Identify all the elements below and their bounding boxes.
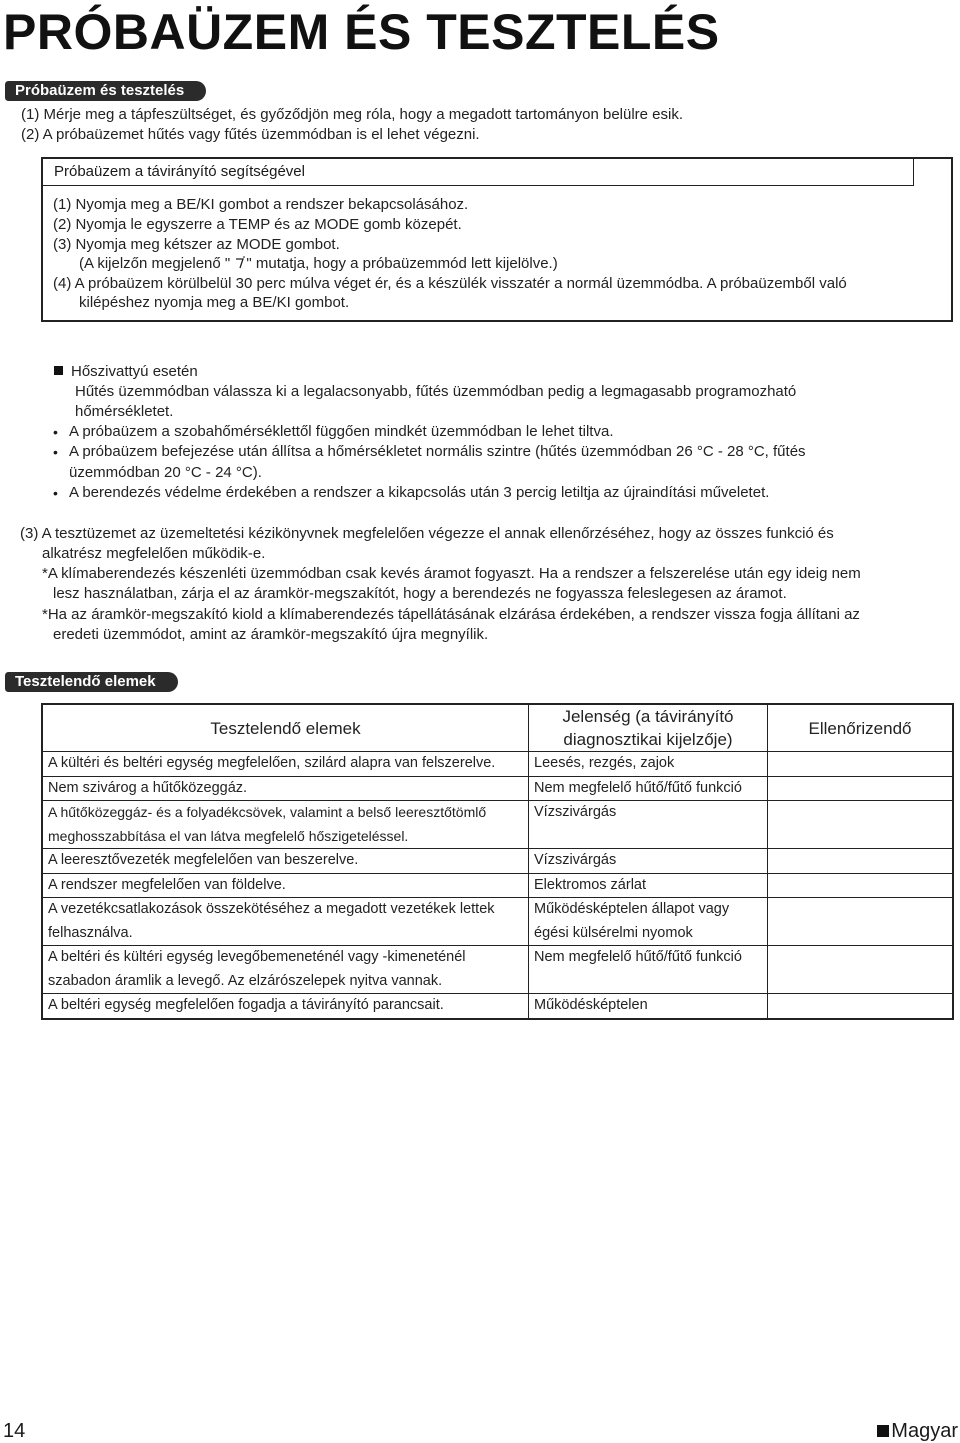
cell-check[interactable] bbox=[768, 752, 954, 777]
cell-symptom: Vízszivárgás bbox=[529, 801, 768, 849]
cell-item: A beltéri egység megfelelően fogadja a távirányító parancsait. bbox=[42, 994, 529, 1019]
table-row bbox=[42, 776, 953, 801]
cell-item: A kültéri és beltéri egység megfelelően, szilárd alapra van felszerelve. bbox=[42, 752, 529, 777]
cell-item: Nem szivárog a hűtőközeggáz. bbox=[42, 776, 529, 801]
heatpump-title-text: Hőszivattyú esetén bbox=[71, 363, 198, 380]
cell-check[interactable] bbox=[768, 849, 954, 874]
column-header-symptom: Jelenség (a távirányító diagnosztikai kijelzője) bbox=[529, 704, 768, 752]
table-row bbox=[42, 801, 953, 849]
table-row bbox=[42, 898, 953, 946]
bullet-dot-icon: • bbox=[53, 424, 58, 440]
cell-symptom: Nem megfelelő hűtő/fűtő funkció bbox=[529, 946, 768, 994]
language-text: Magyar bbox=[891, 1420, 958, 1442]
page-title: PRÓBAÜZEM ÉS TESZTELÉS bbox=[3, 4, 720, 60]
heatpump-line-2: hőmérsékletet. bbox=[75, 403, 174, 420]
language-label bbox=[877, 1419, 958, 1443]
step3-note-1-cont: lesz használatban, zárja el az áramkör-megszakítót, hogy a berendezés ne fogyassza feleslegesen az áramot. bbox=[53, 585, 787, 602]
remote-test-box-title: Próbaüzem a távirányító segítségével bbox=[54, 163, 305, 180]
bullet-dot-icon: • bbox=[53, 485, 58, 501]
cell-item: A beltéri és kültéri egység levegőbemeneténél vagy -kimeneténél szabadon áramlik a levegő. Az elzárószelepek nyitva vannak. bbox=[42, 946, 529, 994]
step3-note-2-cont: eredeti üzemmódot, amint az áramkör-megszakító újra megnyílik. bbox=[53, 626, 489, 643]
section-heading-test-items: Tesztelendő elemek bbox=[5, 672, 178, 692]
cell-check[interactable] bbox=[768, 801, 954, 849]
column-header-items: Tesztelendő elemek bbox=[42, 704, 529, 752]
heatpump-bullet-3: A berendezés védelme érdekében a rendszer a kikapcsolás után 3 percig letiltja az újraindítási műveletet. bbox=[69, 484, 770, 501]
step3-note-2: *Ha az áramkör-megszakító kiold a klímaberendezés tápellátásának elzárása érdekében, a rendszer vissza fogja állítani az bbox=[42, 606, 860, 623]
table-row bbox=[42, 752, 953, 777]
test-items-table bbox=[41, 703, 954, 1020]
cell-symptom: Működésképtelen állapot vagy égési külsérelmi nyomok bbox=[529, 898, 768, 946]
remote-step-3: (3) Nyomja meg kétszer az MODE gombot. bbox=[53, 236, 340, 253]
step3-line-1: (3) A tesztüzemet az üzemeltetési kézikönyvnek megfelelően végezze el annak ellenőrzéséhez, hogy az összes funkció és bbox=[20, 525, 834, 542]
remote-test-box-header bbox=[43, 159, 914, 186]
cell-symptom: Működésképtelen bbox=[529, 994, 768, 1019]
page-number: 14 bbox=[3, 1420, 26, 1442]
step3-line-2: alkatrész megfelelően működik-e. bbox=[42, 545, 266, 562]
cell-check[interactable] bbox=[768, 994, 954, 1019]
table-header-row bbox=[42, 704, 953, 752]
heatpump-line-1: Hűtés üzemmódban válassza ki a legalacsonyabb, fűtés üzemmódban pedig a legmagasabb programozható bbox=[75, 383, 797, 400]
cell-item: A rendszer megfelelően van földelve. bbox=[42, 873, 529, 898]
cell-check[interactable] bbox=[768, 898, 954, 946]
cell-check[interactable] bbox=[768, 873, 954, 898]
heatpump-bullet-2-cont: üzemmódban 20 °C - 24 °C). bbox=[69, 464, 262, 481]
cell-symptom: Elektromos zárlat bbox=[529, 873, 768, 898]
cell-item: A hűtőközeggáz- és a folyadékcsövek, valamint a belső leeresztőtömlő meghosszabbítása el van látva megfelelő hőszigeteléssel. bbox=[42, 801, 529, 849]
table-row bbox=[42, 873, 953, 898]
remote-step-3-note-a: (A kijelzőn megjelenő " bbox=[79, 255, 235, 272]
square-bullet-icon bbox=[877, 1425, 889, 1437]
cell-item: A leeresztővezeték megfelelően van beszerelve. bbox=[42, 849, 529, 874]
table-row bbox=[42, 994, 953, 1019]
section-heading-test-run: Próbaüzem és tesztelés bbox=[5, 81, 206, 101]
cell-symptom: Nem megfelelő hűtő/fűtő funkció bbox=[529, 776, 768, 801]
remote-step-2: (2) Nyomja le egyszerre a TEMP és az MODE gomb közepét. bbox=[53, 216, 462, 233]
step3-note-1: *A klímaberendezés készenléti üzemmódban csak kevés áramot fogyaszt. Ha a rendszer a felszerelése után egy ideig nem bbox=[42, 565, 861, 582]
remote-step-3-note bbox=[79, 254, 558, 274]
heatpump-bullet-1: A próbaüzem a szobahőmérséklettől függően mindkét üzemmódban le lehet tiltva. bbox=[69, 423, 614, 440]
heatpump-bullet-2: A próbaüzem befejezése után állítsa a hőmérsékletet normális szintre (hűtés üzemmódban 26 °C - 28 °C, fűtés bbox=[69, 443, 806, 460]
remote-step-4-cont: kilépéshez nyomja meg a BE/KI gombot. bbox=[79, 294, 350, 311]
remote-step-3-note-b: " mutatja, hogy a próbaüzemmód lett kijelölve.) bbox=[246, 255, 558, 272]
heatpump-title bbox=[54, 362, 198, 382]
cell-symptom: Vízszivárgás bbox=[529, 849, 768, 874]
cell-symptom: Leesés, rezgés, zajok bbox=[529, 752, 768, 777]
intro-line-1: (1) Mérje meg a tápfeszültséget, és győződjön meg róla, hogy a megadott tartományon belülre esik. bbox=[21, 106, 684, 123]
cell-item: A vezetékcsatlakozások összekötéséhez a megadott vezetékek lettek felhasználva. bbox=[42, 898, 529, 946]
remote-step-1: (1) Nyomja meg a BE/KI gombot a rendszer bekapcsolásához. bbox=[53, 196, 469, 213]
test-mode-display-icon bbox=[234, 256, 246, 270]
cell-check[interactable] bbox=[768, 946, 954, 994]
square-bullet-icon bbox=[54, 366, 63, 375]
table-row bbox=[42, 849, 953, 874]
cell-check[interactable] bbox=[768, 776, 954, 801]
table-row bbox=[42, 946, 953, 994]
remote-step-4: (4) A próbaüzem körülbelül 30 perc múlva véget ér, és a készülék visszatér a normál üzemmódba. A próbaüzemből való bbox=[53, 275, 847, 292]
column-header-check: Ellenőrizendő bbox=[768, 704, 954, 752]
bullet-dot-icon: • bbox=[53, 444, 58, 460]
intro-line-2: (2) A próbaüzemet hűtés vagy fűtés üzemmódban is el lehet végezni. bbox=[21, 126, 480, 143]
